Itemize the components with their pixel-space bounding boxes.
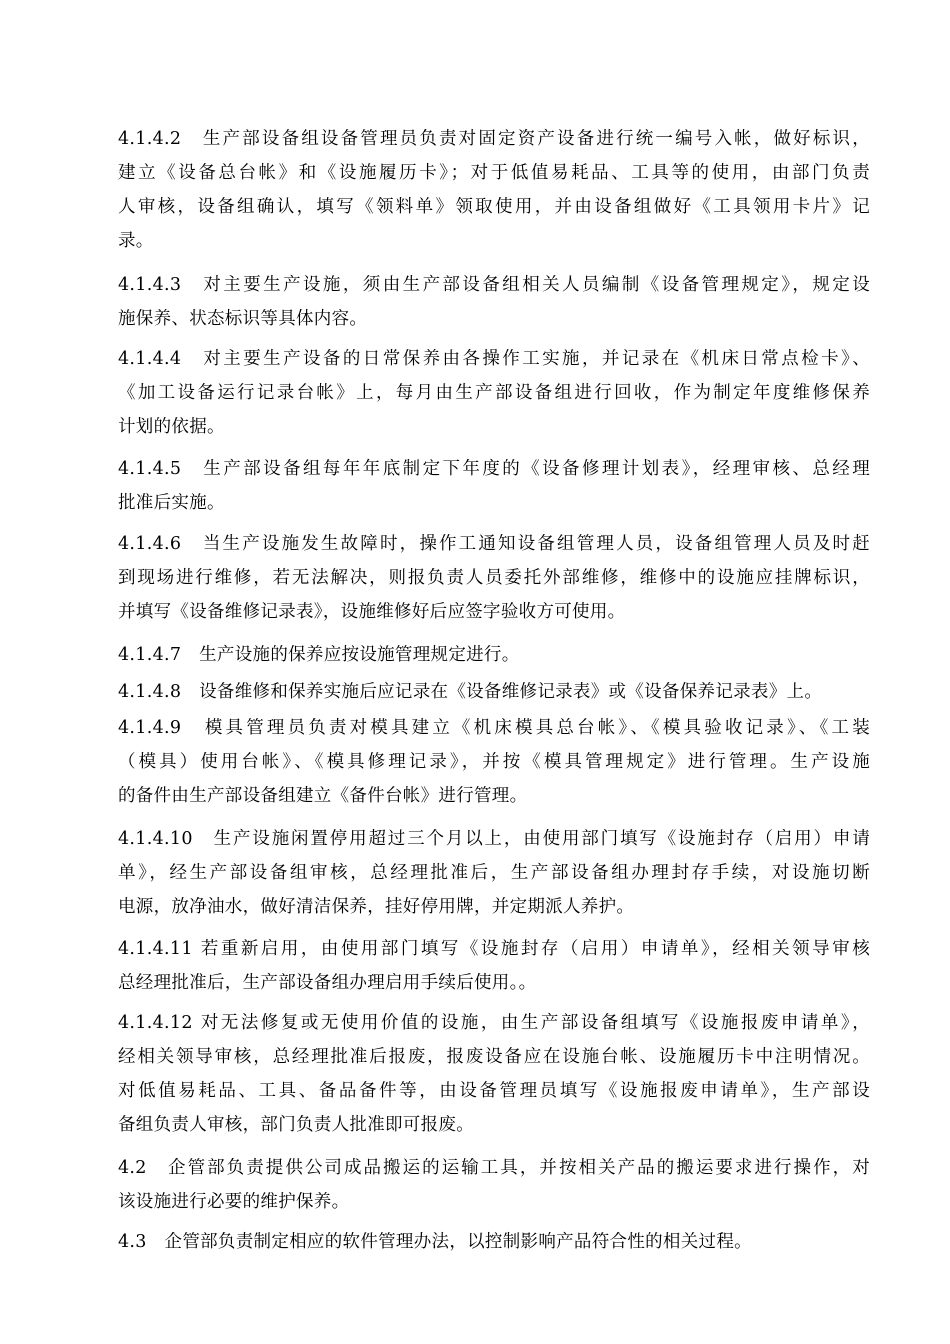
text-line: 4.1.4.2 生产部设备组设备管理员负责对固定资产设备进行统一编号入帐，做好标识，: [118, 129, 870, 149]
text-line: 人审核，设备组确认，填写《领料单》领取使用，并由设备组做好《工具领用卡片》记: [118, 197, 870, 217]
clause-4-1-4-8: [118, 675, 870, 709]
text-line: 4.1.4.8 设备维修和保养实施后应记录在《设备维修记录表》或《设备保养记录表》上。: [118, 682, 823, 702]
text-line: 《加工设备运行记录台帐》上，每月由生产部设备组进行回收，作为制定年度维修保养: [118, 383, 870, 403]
text-line: 施保养、状态标识等具体内容。: [118, 309, 368, 329]
text-line: 4.1.4.11 若重新启用，由使用部门填写《设施封存（启用）申请单》，经相关领导审核: [118, 939, 870, 959]
clause-4-1-4-9: [118, 711, 870, 813]
text-line: 4.1.4.3 对主要生产设施，须由生产部设备组相关人员编制《设备管理规定》，规定设: [118, 275, 870, 295]
clause-4-1-4-12: [118, 1006, 870, 1142]
text-line: 建立《设备总台帐》和《设施履历卡》；对于低值易耗品、工具等的使用，由部门负责: [118, 163, 870, 183]
text-line: 4.2 企管部负责提供公司成品搬运的运输工具，并按相关产品的搬运要求进行操作，对: [118, 1158, 870, 1178]
text-line: 对低值易耗品、工具、备品备件等，由设备管理员填写《设施报废申请单》，生产部设: [118, 1081, 870, 1101]
text-line: 4.1.4.12 对无法修复或无使用价值的设施，由生产部设备组填写《设施报废申请单》，: [118, 1013, 870, 1033]
clause-4-1-4-10: [118, 822, 870, 924]
clause-4-2: [118, 1151, 870, 1219]
text-line: 4.1.4.4 对主要生产设备的日常保养由各操作工实施，并记录在《机床日常点检卡》、: [118, 349, 870, 369]
text-line: 计划的依据。: [118, 417, 225, 437]
text-line: （模具）使用台帐》、《模具修理记录》，并按《模具管理规定》进行管理。生产设施: [118, 752, 870, 772]
clause-4-1-4-7: [118, 638, 870, 672]
text-line: 4.1.4.10 生产设施闲置停用超过三个月以上，由使用部门填写《设施封存（启用）申请: [118, 829, 870, 849]
text-line: 4.1.4.6 当生产设施发生故障时，操作工通知设备组管理人员，设备组管理人员及时赶: [118, 534, 870, 554]
clause-4-1-4-11: [118, 932, 870, 1000]
text-line: 批准后实施。: [118, 493, 225, 513]
text-line: 到现场进行维修，若无法解决，则报负责人员委托外部维修，维修中的设施应挂牌标识，: [118, 568, 870, 588]
text-line: 并填写《设备维修记录表》，设施维修好后应签字验收方可使用。: [118, 602, 626, 622]
text-line: 单》，经生产部设备组审核，总经理批准后，生产部设备组办理封存手续，对设施切断: [118, 863, 870, 883]
text-line: 总经理批准后，生产部设备组办理启用手续后使用。。: [118, 973, 537, 993]
text-line: 4.1.4.9 模具管理员负责对模具建立《机床模具总台帐》、《模具验收记录》、《工装: [118, 718, 870, 738]
text-line: 电源，放净油水，做好清洁保养，挂好停用牌，并定期派人养护。: [118, 897, 635, 917]
clause-4-1-4-2: [118, 122, 870, 258]
text-line: 的备件由生产部设备组建立《备件台帐》进行管理。: [118, 786, 528, 806]
text-line: 4.3 企管部负责制定相应的软件管理办法，以控制影响产品符合性的相关过程。: [118, 1232, 752, 1252]
text-line: 4.1.4.7 生产设施的保养应按设施管理规定进行。: [118, 645, 520, 665]
text-line: 该设施进行必要的维护保养。: [118, 1192, 350, 1212]
clause-4-3: [118, 1225, 870, 1259]
clause-4-1-4-6: [118, 527, 870, 629]
clause-4-1-4-4: [118, 342, 870, 444]
text-line: 备组负责人审核，部门负责人批准即可报废。: [118, 1115, 474, 1135]
text-line: 4.1.4.5 生产部设备组每年年底制定下年度的《设备修理计划表》，经理审核、总经理: [118, 459, 870, 479]
text-line: 录。: [118, 231, 154, 251]
text-line: 经相关领导审核，总经理批准后报废，报废设备应在设施台帐、设施履历卡中注明情况。: [118, 1047, 870, 1067]
clause-4-1-4-5: [118, 452, 870, 520]
clause-4-1-4-3: [118, 268, 870, 336]
